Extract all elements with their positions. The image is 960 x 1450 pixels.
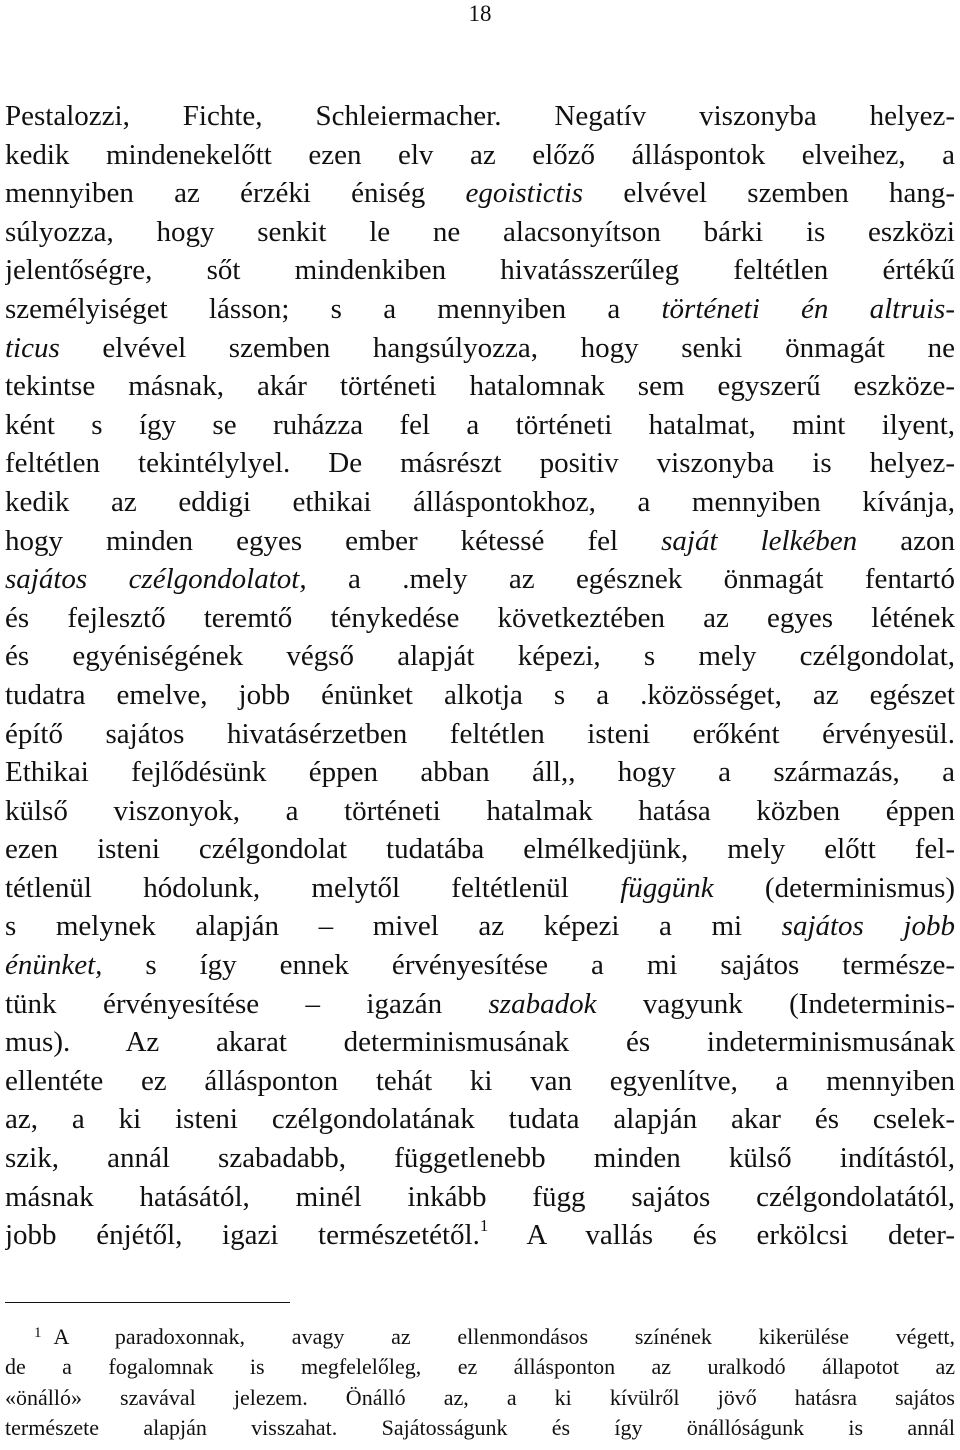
text-run: elvével szemben hangsúlyozza, hogy senki önmagát ne [59, 331, 955, 364]
text-run: tudatra emelve, jobb énünket alkotja s a .közösséget, az egészet [5, 678, 955, 711]
text-run: kedik mindenekelőtt ezen elv az előző álláspontok elveihez, a [5, 138, 955, 171]
text-run: Ethikai fejlődésünk éppen abban áll,, hogy a származás, a [5, 756, 955, 789]
text-line [5, 213, 955, 252]
text-line [5, 792, 955, 831]
text-line [5, 136, 955, 175]
text-run: mennyiben az érzéki éniség [5, 177, 466, 210]
italic-text-run: egoistictis [465, 177, 584, 210]
text-run: s így ennek érvényesítése a mi sajátos természe- [102, 949, 955, 982]
text-run: hogy minden egyes ember kétessé fel [5, 524, 662, 557]
text-run: ként s így se ruházza fel a történeti hatalmat, mint ilyent, [5, 408, 955, 441]
text-run: jelentőségre, sőt mindenkiben hivatásszerűleg feltétlen értékű [5, 254, 955, 287]
text-line [5, 907, 955, 946]
text-run: A vallás és erkölcsi deter- [488, 1219, 955, 1252]
text-line [5, 946, 955, 985]
footnote-divider [5, 1302, 290, 1303]
text-run: és fejlesztő teremtő ténykedése következtében az egyes létének [5, 601, 955, 634]
text-line [5, 715, 955, 754]
text-run: személyiséget lásson; s a mennyiben a [5, 292, 662, 325]
text-line [5, 483, 955, 522]
text-run: ezen isteni czélgondolat tudatába elmélkedjünk, mely előtt fel- [5, 833, 955, 866]
text-run: (determinismus) [713, 871, 955, 904]
footnote-reference: 1 [479, 1216, 489, 1236]
text-run: tünk érvényesítése – igazán [5, 987, 489, 1020]
text-run: szik, annál szabadabb, függetlenebb minden külső indítástól, [5, 1142, 955, 1175]
text-line [5, 97, 955, 136]
text-line [5, 1178, 955, 1217]
text-line [5, 1100, 955, 1139]
text-line [5, 1023, 955, 1062]
text-run: azon [857, 524, 955, 557]
text-line [5, 367, 955, 406]
text-line [5, 599, 955, 638]
text-run: másnak hatásától, minél inkább függ sajátos czélgondolatától, [5, 1180, 955, 1213]
body-text [5, 97, 955, 1255]
text-line [5, 251, 955, 290]
text-run: súlyozza, hogy senkit le ne alacsonyítson bárki is eszközi [5, 215, 955, 248]
footnote-line: «önálló» szavával jelezem. Önálló az, a ki kívülről jövő hatásra sajátos [5, 1384, 955, 1410]
text-run: s melynek alapján – mivel az képezi a mi [5, 910, 782, 943]
footnote-line: de a fogalomnak is megfelelőleg, ez állásponton az uralkodó állapotot az [5, 1354, 955, 1380]
text-run: kedik az eddigi ethikai álláspontokhoz, a mennyiben kívánja, [5, 485, 955, 518]
text-line [5, 985, 955, 1024]
text-run: a .mely az egésznek önmagát fentartó [306, 563, 955, 596]
text-line [5, 406, 955, 445]
text-line [5, 1139, 955, 1178]
italic-text-run: szabadok [488, 987, 597, 1020]
text-run: és egyéniségének végső alapját képezi, s mely czélgondolat, [5, 640, 955, 673]
text-run: tekintse másnak, akár történeti hatalomnak sem egyszerű eszköze- [5, 370, 955, 403]
page-number: 18 [468, 1, 492, 26]
italic-text-run: függünk [620, 871, 714, 904]
italic-text-run: saját lelkében [661, 524, 858, 557]
text-run: elvével szemben hang- [583, 177, 955, 210]
text-line [5, 444, 955, 483]
footnote-text: A paradoxonnak, avagy az ellenmondásos színének kikerülése végett, [53, 1324, 955, 1349]
text-run: jobb énjétől, igazi természetétől. [5, 1219, 480, 1252]
italic-text-run: ticus [5, 331, 60, 364]
text-line [5, 637, 955, 676]
text-line [5, 676, 955, 715]
text-run: Pestalozzi, Fichte, Schleiermacher. Negatív viszonyba helyez- [5, 100, 955, 132]
text-run: tétlenül hódolunk, melytől feltétlenül [5, 871, 621, 904]
text-line [5, 1216, 955, 1255]
text-line [5, 1062, 955, 1101]
text-line [5, 290, 955, 329]
text-line [5, 753, 955, 792]
footnote-number: 1 [34, 1325, 42, 1341]
italic-text-run: sajátos czélgondolatot, [5, 563, 307, 596]
text-line [5, 174, 955, 213]
text-line [5, 560, 955, 599]
text-line [5, 329, 955, 368]
text-line [5, 869, 955, 908]
text-run: ellentéte ez állásponton tehát ki van egyenlítve, a mennyiben [5, 1064, 955, 1097]
text-run: az, a ki isteni czélgondolatának tudata alapján akar és cselek- [5, 1103, 955, 1136]
text-line [5, 830, 955, 869]
text-run: vagyunk (Indeterminis- [596, 987, 955, 1020]
text-run: mus). Az akarat determinismusának és indeterminismusának [5, 1026, 955, 1059]
text-line [5, 522, 955, 561]
text-run: feltétlen tekintélylyel. De másrészt positiv viszonyba is helyez- [5, 447, 955, 480]
footnote [5, 1322, 955, 1443]
italic-text-run: sajátos jobb [781, 910, 955, 943]
text-run: külső viszonyok, a történeti hatalmak hatása közben éppen [5, 794, 955, 827]
italic-text-run: történeti én altruis- [661, 292, 955, 325]
text-run: építő sajátos hivatásérzetben feltétlen isteni erőként érvényesül. [5, 717, 955, 750]
footnote-line [5, 1322, 955, 1352]
italic-text-run: énünket, [5, 949, 103, 982]
footnote-line: természete alapján visszahat. Sajátosságunk és így önállóságunk is annál [5, 1414, 955, 1440]
